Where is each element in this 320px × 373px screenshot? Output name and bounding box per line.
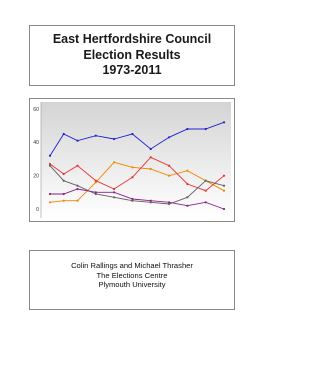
data-point: [63, 173, 65, 175]
data-point: [131, 176, 133, 178]
data-point: [113, 196, 115, 198]
title-line-2: Election Results: [83, 47, 181, 62]
data-point: [150, 168, 152, 170]
data-point: [223, 121, 225, 123]
data-point: [76, 185, 78, 187]
data-point: [131, 198, 133, 200]
data-point: [186, 205, 188, 207]
data-point: [76, 188, 78, 190]
y-tick-label: 0: [36, 206, 39, 213]
data-point: [95, 135, 97, 137]
y-tick-label: 60: [33, 106, 39, 113]
data-point: [95, 180, 97, 182]
data-point: [150, 148, 152, 150]
data-point: [186, 183, 188, 185]
data-point: [186, 128, 188, 130]
data-point: [223, 185, 225, 187]
data-point: [63, 193, 65, 195]
credit-organisation: The Elections Centre: [96, 270, 168, 280]
data-point: [63, 180, 65, 182]
data-point: [186, 170, 188, 172]
credit-authors: Colin Rallings and Michael Thrasher: [71, 261, 193, 270]
data-point: [131, 133, 133, 135]
data-point: [113, 161, 115, 163]
credit-university: Plymouth University: [98, 280, 166, 289]
data-point: [113, 138, 115, 140]
data-point: [49, 193, 51, 195]
data-point: [63, 200, 65, 202]
data-point: [150, 156, 152, 158]
data-point: [205, 180, 207, 182]
data-point: [76, 140, 78, 142]
data-point: [131, 166, 133, 168]
data-point: [150, 200, 152, 202]
data-point: [168, 165, 170, 167]
data-point: [223, 208, 225, 210]
data-point: [95, 191, 97, 193]
data-point: [49, 155, 51, 157]
data-point: [113, 191, 115, 193]
data-point: [186, 196, 188, 198]
data-point: [63, 133, 65, 135]
y-tick-label: 20: [33, 173, 39, 180]
data-point: [205, 201, 207, 203]
data-point: [76, 165, 78, 167]
line-chart: [30, 99, 234, 221]
title-line-3: 1973-2011: [102, 63, 162, 77]
data-point: [168, 175, 170, 177]
data-point: [205, 128, 207, 130]
chart-box: [29, 98, 235, 222]
data-point: [49, 201, 51, 203]
data-point: [205, 190, 207, 192]
data-point: [113, 188, 115, 190]
data-point: [223, 190, 225, 192]
data-point: [223, 175, 225, 177]
title-box: [29, 25, 235, 86]
data-point: [76, 200, 78, 202]
credit-box: [29, 250, 235, 310]
data-point: [49, 165, 51, 167]
data-point: [168, 201, 170, 203]
title-line-1: East Hertfordshire Council: [52, 32, 212, 46]
y-tick-label: 40: [33, 140, 39, 147]
data-point: [168, 136, 170, 138]
